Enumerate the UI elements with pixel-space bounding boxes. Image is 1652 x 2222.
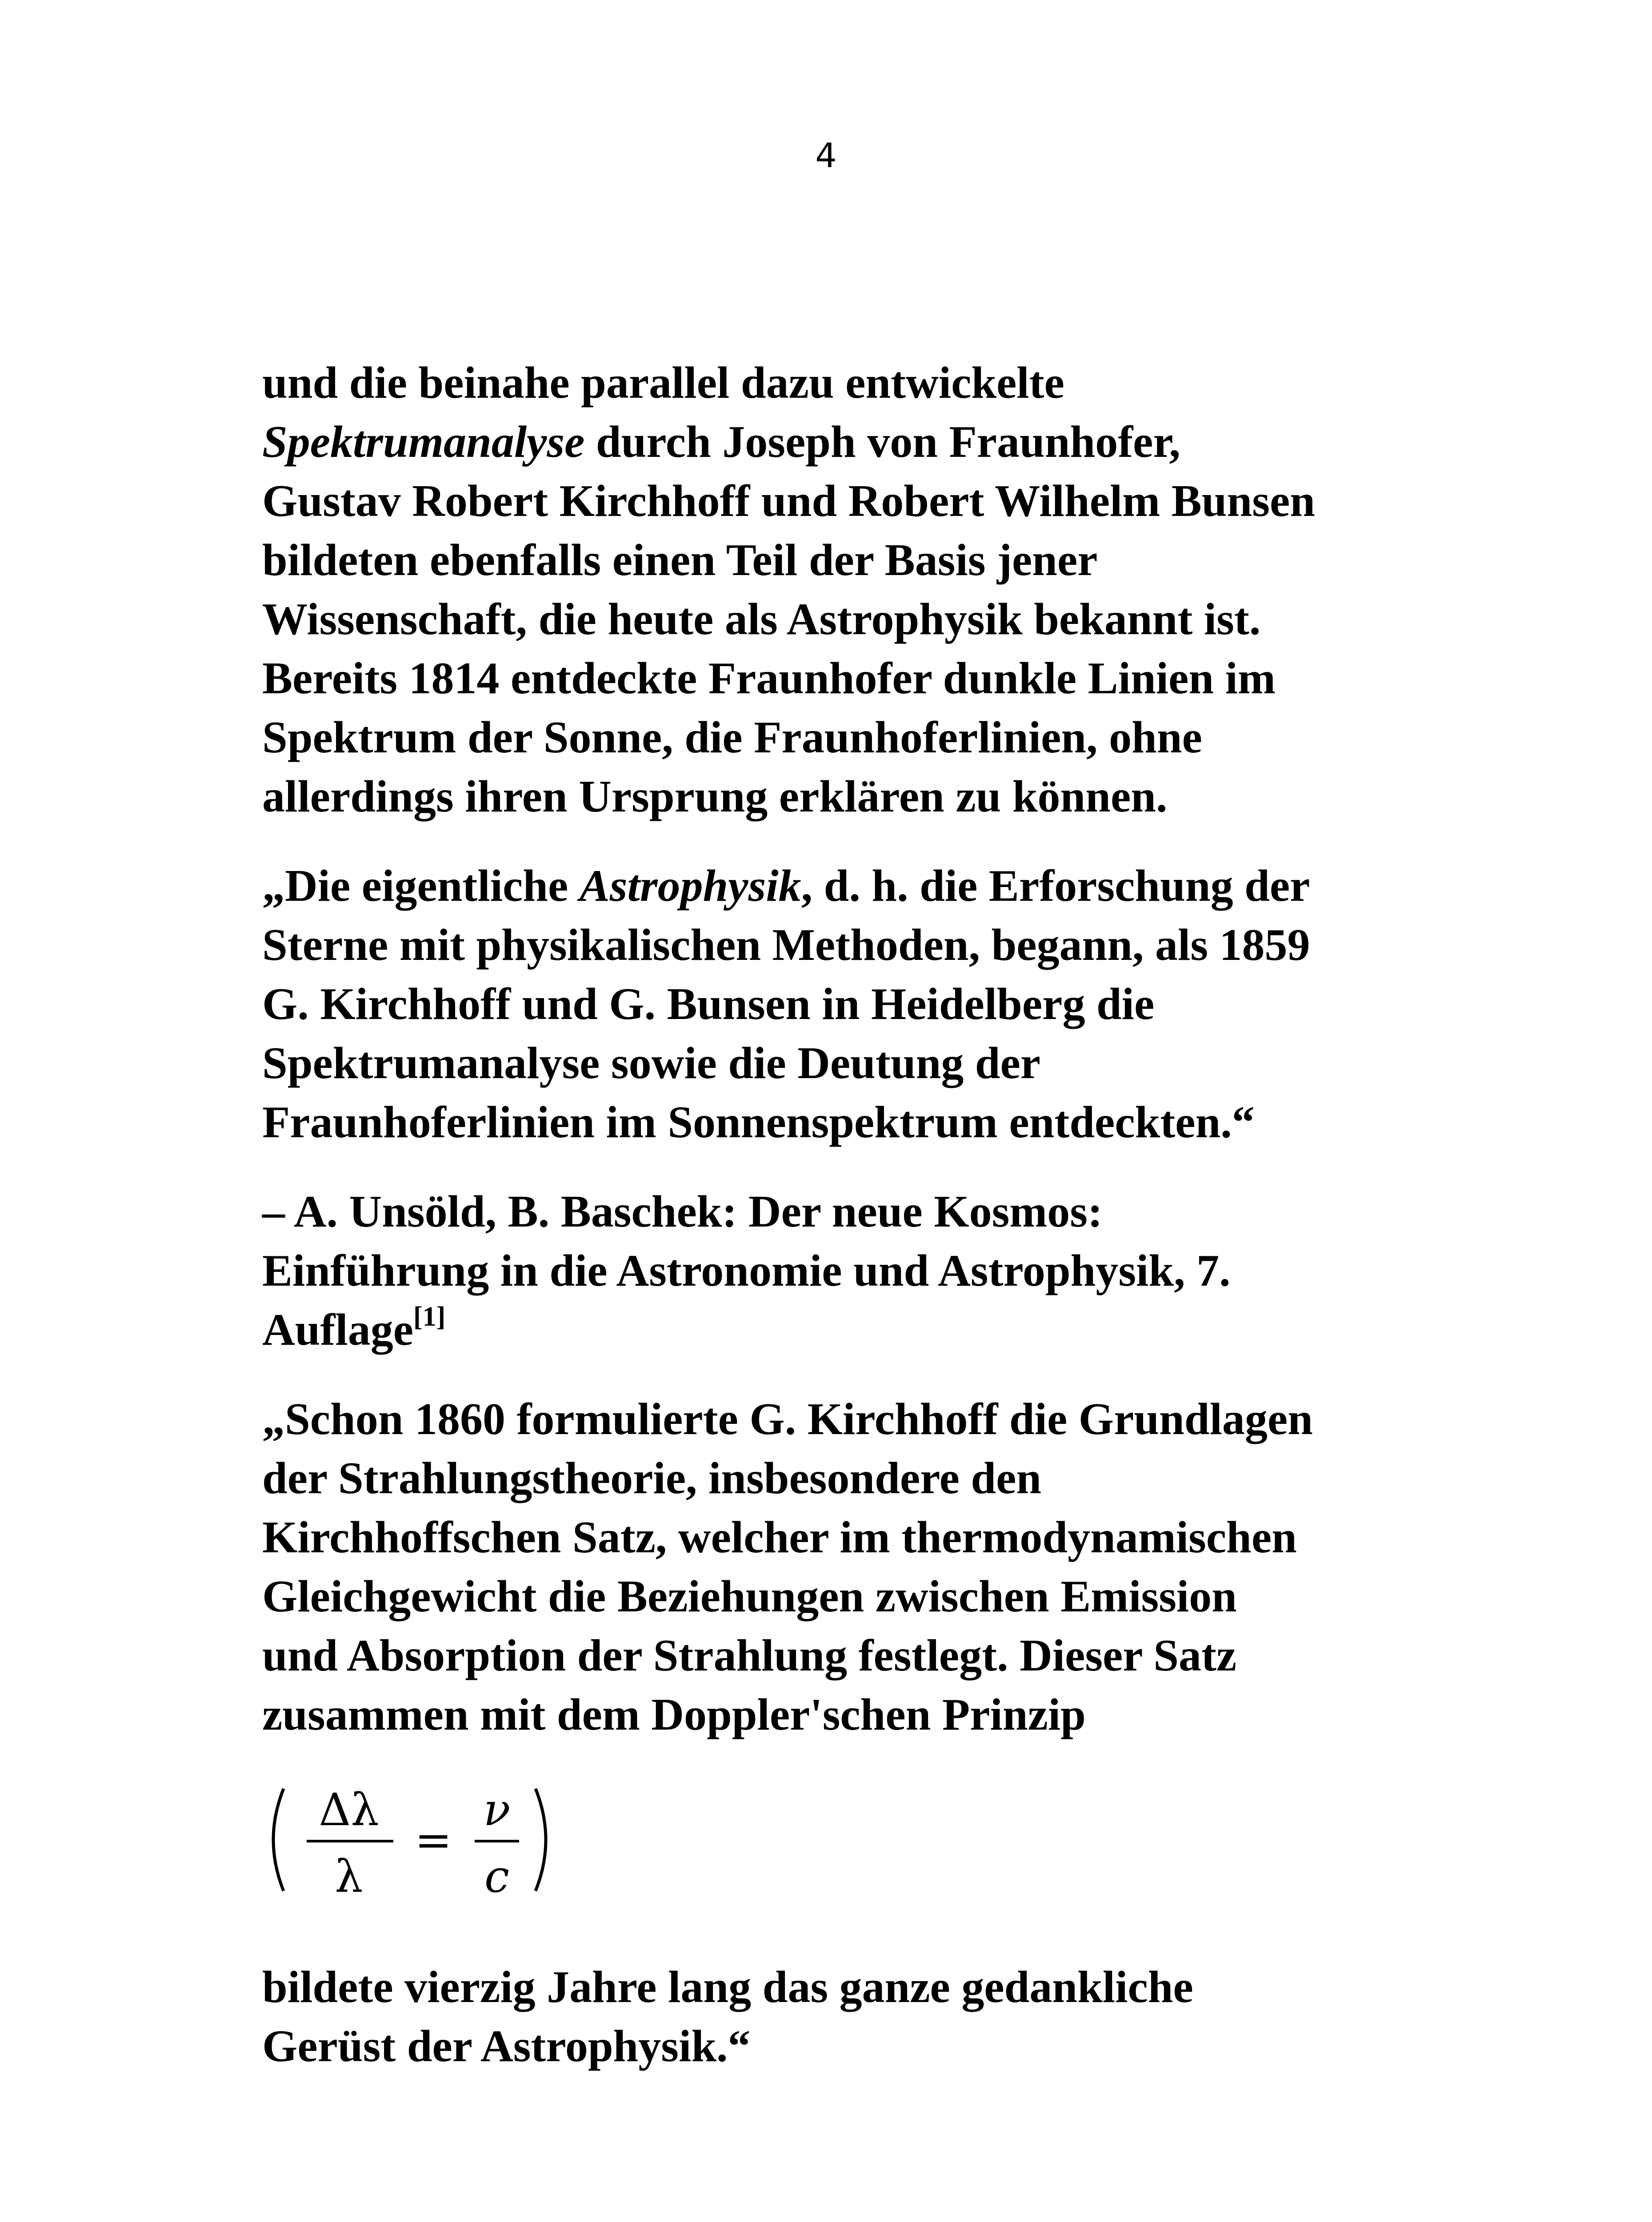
- text-line: Bereits 1814 entdeckte Fraunhofer dunkle Linien im: [262, 653, 1276, 703]
- text-line: Spektrum der Sonne, die Fraunhoferlinien, ohne: [262, 712, 1202, 763]
- text-span: , d. h. die Erforschung der: [801, 861, 1310, 911]
- text-line: „Schon 1860 formulierte G. Kirchhoff die Grundlagen: [262, 1394, 1313, 1444]
- text-line: Spektrumanalyse sowie die Deutung der: [262, 1038, 1041, 1088]
- formula-denominator-left: λ: [335, 1850, 363, 1902]
- document-body: [262, 353, 1507, 2076]
- formula-numerator-right: ν: [483, 1784, 511, 1836]
- text-span: durch Joseph von Fraunhofer,: [584, 417, 1180, 467]
- text-line: Gerüst der Astrophysik.“: [262, 2021, 751, 2071]
- paragraph-spacer: [262, 1359, 1507, 1390]
- text-line: bildete vierzig Jahre lang das ganze gedankliche: [262, 1962, 1193, 2012]
- text-line: Gustav Robert Kirchhoff und Robert Wilhelm Bunsen: [262, 476, 1315, 526]
- formula-equals: =: [415, 1814, 452, 1866]
- page-number: 4: [815, 136, 837, 175]
- right-parenthesis: [536, 1789, 546, 1891]
- text-line: [262, 856, 1507, 915]
- text-line: Gleichgewicht die Beziehungen zwischen Emission: [262, 1571, 1237, 1622]
- text-line: Wissenschaft, die heute als Astrophysik bekannt ist.: [262, 594, 1261, 644]
- formula-numerator-left: Δλ: [319, 1784, 379, 1836]
- text-line: und Absorption der Strahlung festlegt. Dieser Satz: [262, 1631, 1237, 1681]
- paragraph-spektrumanalyse: [262, 353, 1507, 826]
- text-line: Kirchhoffschen Satz, welcher im thermodynamischen: [262, 1512, 1297, 1563]
- text-line: bildeten ebenfalls einen Teil der Basis jener: [262, 535, 1098, 585]
- text-line: Sterne mit physikalischen Methoden, begann, als 1859: [262, 920, 1310, 970]
- text-line: Fraunhoferlinien im Sonnenspektrum entdeckten.“: [262, 1097, 1255, 1147]
- formula-spacer: [262, 1904, 1507, 1958]
- formula-graphic: [262, 1775, 564, 1904]
- text-line: der Strahlungstheorie, insbesondere den: [262, 1453, 1042, 1503]
- text-line: zusammen mit dem Doppler'schen Prinzip: [262, 1690, 1086, 1740]
- paragraph-spacer: [262, 826, 1507, 856]
- italic-term: Astrophysik: [579, 861, 801, 911]
- doppler-formula: [262, 1775, 564, 1904]
- italic-term: Spektrumanalyse: [262, 417, 585, 467]
- quote-unsoeld: [262, 856, 1507, 1152]
- text-line: [262, 1300, 1507, 1359]
- footnote-reference-link[interactable]: [1]: [413, 1302, 446, 1332]
- citation: [262, 1182, 1507, 1359]
- paragraph-spacer: [262, 1152, 1507, 1182]
- quote-kirchhoff: [262, 1390, 1507, 2076]
- text-line: G. Kirchhoff und G. Bunsen in Heidelberg die: [262, 979, 1155, 1029]
- text-span: „Die eigentliche: [262, 861, 580, 911]
- left-parenthesis: [273, 1789, 284, 1891]
- text-span: Auflage: [262, 1305, 413, 1355]
- text-line: [262, 412, 1507, 472]
- text-line: – A. Unsöld, B. Baschek: Der neue Kosmos:: [262, 1187, 1103, 1237]
- text-line: allerdings ihren Ursprung erklären zu können.: [262, 771, 1168, 822]
- text-line: und die beinahe parallel dazu entwickelte: [262, 358, 1064, 408]
- formula-spacer: [262, 1744, 1507, 1775]
- formula-denominator-right: c: [484, 1850, 510, 1902]
- text-line: Einführung in die Astronomie und Astrophysik, 7.: [262, 1246, 1231, 1296]
